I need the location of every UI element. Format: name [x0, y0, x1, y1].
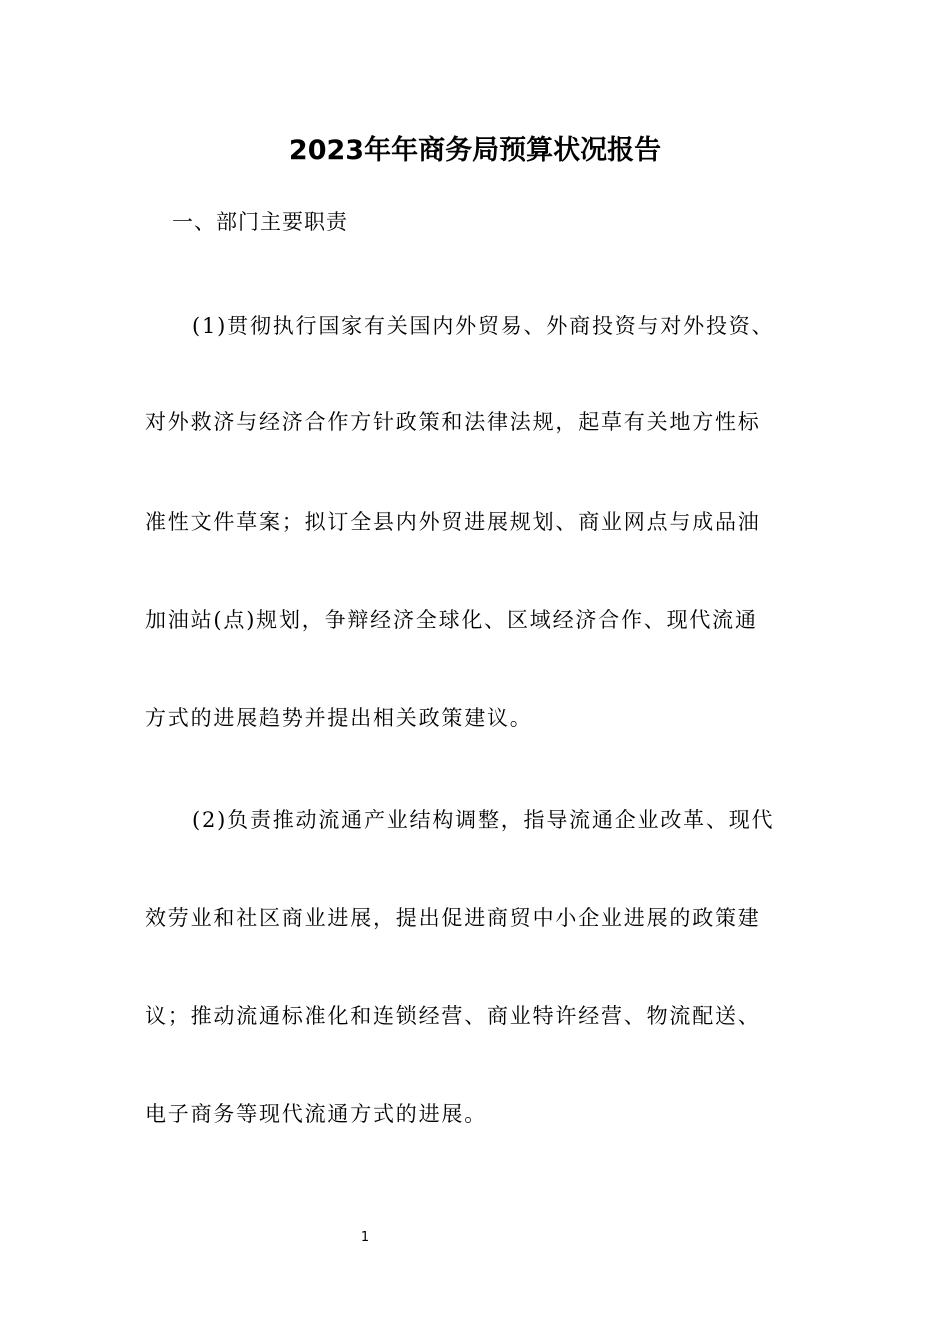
- paragraph-line: 对外救济与经济合作方针政策和法律法规，起草有关地方性标: [145, 410, 761, 434]
- paragraph-line: 方式的进展趋势并提出相关政策建议。: [145, 706, 533, 730]
- section-heading: 一、部门主要职责: [172, 210, 348, 234]
- page-number: 1: [360, 1230, 370, 1245]
- paragraph-line: 议；推动流通标准化和连锁经营、商业特许经营、物流配送、: [145, 1004, 761, 1028]
- paragraph-line: 加油站(点)规划，争辩经济全球化、区域经济合作、现代流通: [145, 608, 758, 632]
- paragraph-line: 效劳业和社区商业进展，提出促进商贸中小企业进展的政策建: [145, 906, 761, 930]
- paragraph-line: 准性文件草案；拟订全县内外贸进展规划、商业网点与成品油: [145, 510, 761, 534]
- page-title: 2023年年商务局预算状况报告: [288, 135, 662, 166]
- paragraph-line: (1)贯彻执行国家有关国内外贸易、外商投资与对外投资、: [192, 314, 775, 338]
- paragraph-line: (2)负责推动流通产业结构调整，指导流通企业改革、现代: [192, 808, 775, 832]
- paragraph-line: 电子商务等现代流通方式的进展。: [145, 1102, 487, 1126]
